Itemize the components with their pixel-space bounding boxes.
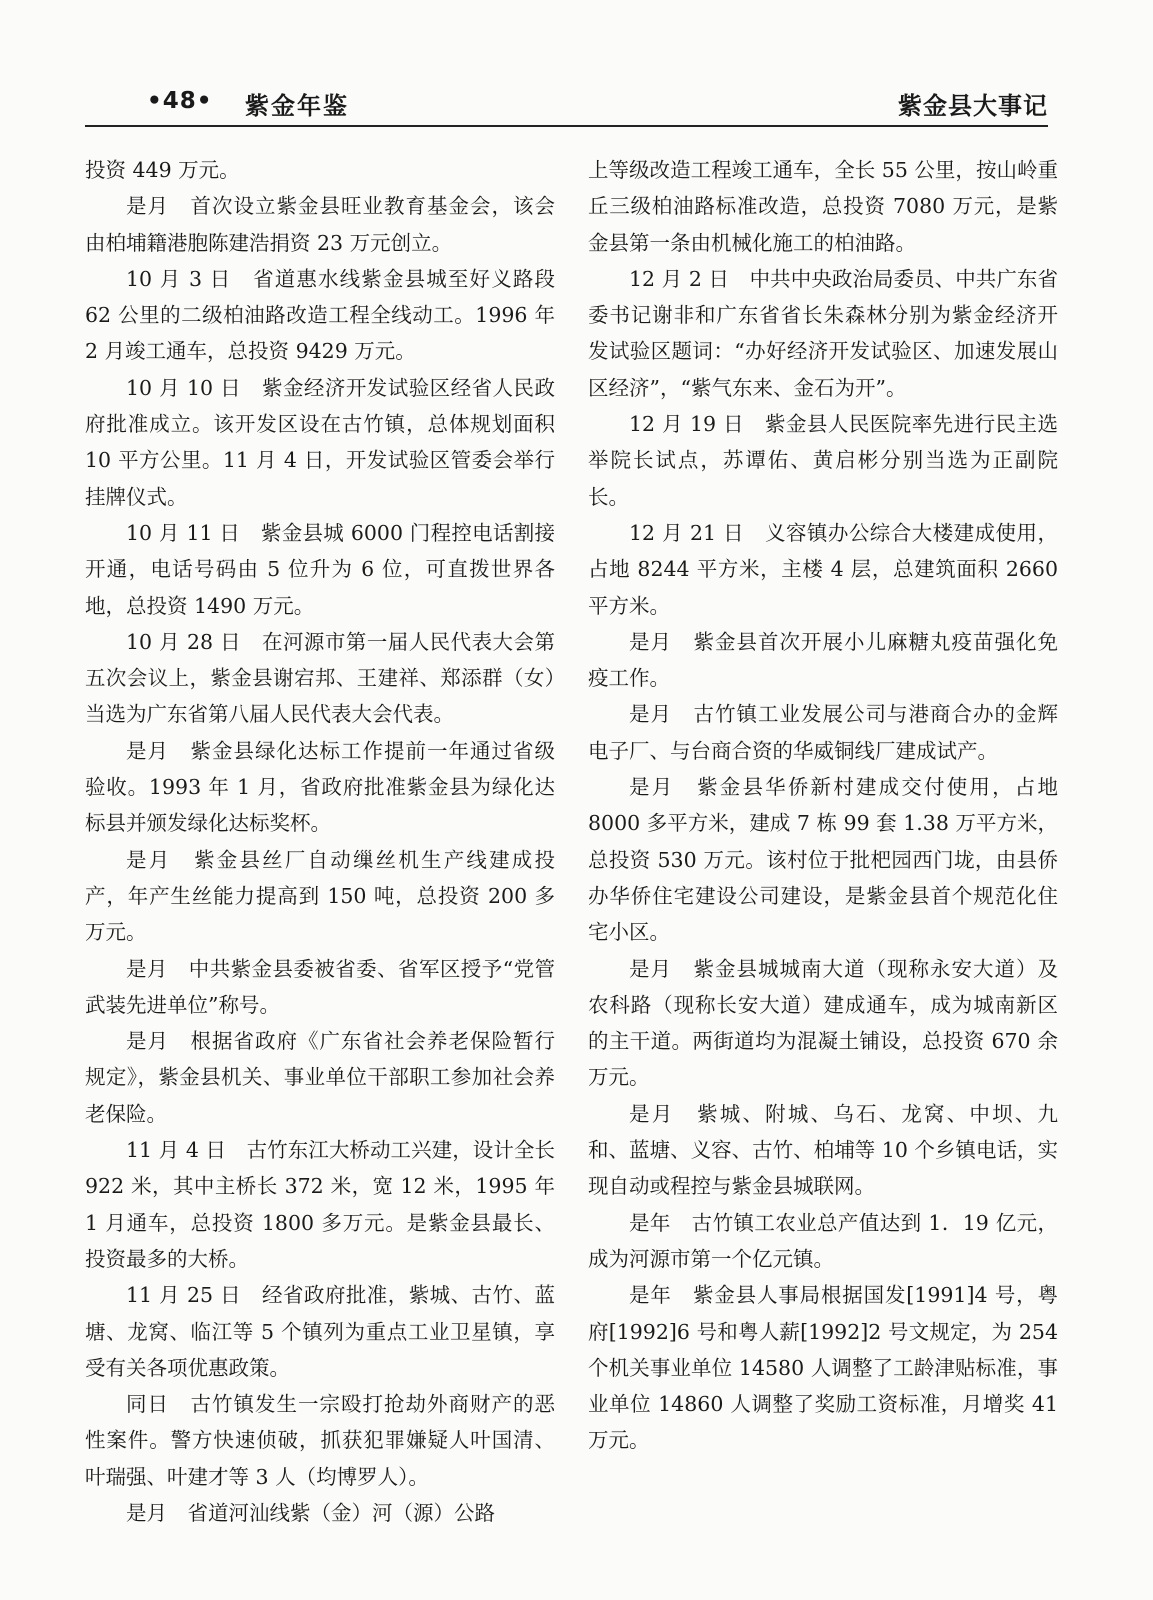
- page-header: [85, 86, 1048, 126]
- paragraph: 是月 紫金县华侨新村建成交付使用，占地 8000 多平方米，建成 7 栋 99 套 1.38 万平方米，总投资 530 万元。该村位于批杷园西门垅，由县侨办华侨住宅建设公司建设，是紫金县首个规范化住宅小区。: [588, 775, 1058, 945]
- paragraph: 10 月 28 日 在河源市第一届人民代表大会第五次会议上，紫金县谢宕邦、王建祥、郑添群（女）当选为广东省第八届人民代表大会代表。: [85, 629, 555, 727]
- paragraph: 是月 紫金县城城南大道（现称永安大道）及农科路（现称长安大道）建成通车，成为城南新区的主干道。两街道均为混凝土铺设，总投资 670 余万元。: [588, 956, 1058, 1090]
- right-column: [588, 152, 1058, 1459]
- paragraph: 10 月 3 日 省道惠水线紫金县城至好义路段 62 公里的二级柏油路改造工程全线动工。1996 年 2 月竣工通车，总投资 9429 万元。: [85, 266, 555, 364]
- paragraph: 是月 紫金县绿化达标工作提前一年通过省级验收。1993 年 1 月，省政府批准紫金县为绿化达标县并颁发绿化达标奖杯。: [85, 738, 555, 836]
- paragraph: 10 月 10 日 紫金经济开发试验区经省人民政府批准成立。该开发区设在古竹镇，总体规划面积 10 平方公里。11 月 4 日，开发试验区管委会举行挂牌仪式。: [85, 375, 555, 509]
- paragraph: 是月 首次设立紫金县旺业教育基金会，该会由柏埔籍港胞陈建浩捐资 23 万元创立。: [85, 194, 555, 255]
- book-title: 紫金年鉴: [245, 92, 349, 120]
- paragraph: 是月 古竹镇工业发展公司与港商合办的金辉电子厂、与台商合资的华威铜线厂建成试产。: [588, 702, 1058, 763]
- paragraph: 10 月 11 日 紫金县城 6000 门程控电话割接开通，电话号码由 5 位升为 6 位，可直拨世界各地，总投资 1490 万元。: [85, 520, 555, 618]
- paragraph: 是月 紫城、附城、乌石、龙窝、中坝、九和、蓝塘、义容、古竹、柏埔等 10 个乡镇电话，实现自动或程控与紫金县城联网。: [588, 1101, 1058, 1199]
- paragraph: 是年 古竹镇工农业总产值达到 1．19 亿元，成为河源市第一个亿元镇。: [588, 1210, 1058, 1271]
- paragraph: 11 月 4 日 古竹东江大桥动工兴建，设计全长 922 米，其中主桥长 372 米，宽 12 米，1995 年 1 月通车，总投资 1800 多万元。是紫金县最长、投资最多的大桥。: [85, 1138, 555, 1271]
- paragraph: 是月 紫金县丝厂自动缫丝机生产线建成投产，年产生丝能力提高到 150 吨，总投资 200 多万元。: [85, 847, 555, 945]
- paragraph: 同日 古竹镇发生一宗殴打抢劫外商财产的恶性案件。警方快速侦破，抓获犯罪嫌疑人叶国清、叶瑞强、叶建才等 3 人（均博罗人）。: [85, 1392, 555, 1489]
- paragraph: 是年 紫金县人事局根据国发[1991]4 号，粤府[1992]6 号和粤人薪[1992]2 号文规定，为 254 个机关事业单位 14580 人调整了工龄津贴标准，事业单位 14860 人调整了奖励工资标准，月增奖 41 万元。: [588, 1283, 1058, 1453]
- page-number: •48•: [147, 88, 213, 114]
- header-rule: [85, 125, 1048, 127]
- paragraph: 是月 紫金县首次开展小儿麻糖丸疫苗强化免疫工作。: [588, 629, 1058, 691]
- paragraph: 12 月 2 日 中共中央政治局委员、中共广东省委书记谢非和广东省省长朱森林分别为紫金经济开发试验区题词：“办好经济开发试验区、加速发展山区经济”，“紫气东来、金石为开”。: [588, 266, 1058, 400]
- paragraph: 11 月 25 日 经省政府批准，紫城、古竹、蓝塘、龙窝、临江等 5 个镇列为重点工业卫星镇，享受有关各项优惠政策。: [85, 1283, 555, 1380]
- paragraph: 投资 449 万元。: [85, 158, 240, 182]
- paragraph: 12 月 19 日 紫金县人民医院率先进行民主选举院长试点，苏谭佑、黄启彬分别当选为正副院长。: [588, 412, 1058, 509]
- paragraph: 是月 省道河汕线紫（金）河（源）公路: [126, 1500, 495, 1525]
- section-title: 紫金县大事记: [898, 92, 1048, 120]
- paragraph: 是月 根据省政府《广东省社会养老保险暂行规定》，紫金县机关、事业单位干部职工参加社会养老保险。: [85, 1029, 555, 1126]
- left-column: [85, 152, 555, 1531]
- paragraph: 是月 中共紫金县委被省委、省军区授予“党管武装先进单位”称号。: [85, 956, 555, 1017]
- paragraph: 12 月 21 日 义容镇办公综合大楼建成使用，占地 8244 平方米，主楼 4 层，总建筑面积 2660 平方米。: [588, 520, 1058, 618]
- paragraph: 上等级改造工程竣工通车，全长 55 公里，按山岭重丘三级柏油路标准改造，总投资 7080 万元，是紫金县第一条由机械化施工的柏油路。: [588, 158, 1058, 255]
